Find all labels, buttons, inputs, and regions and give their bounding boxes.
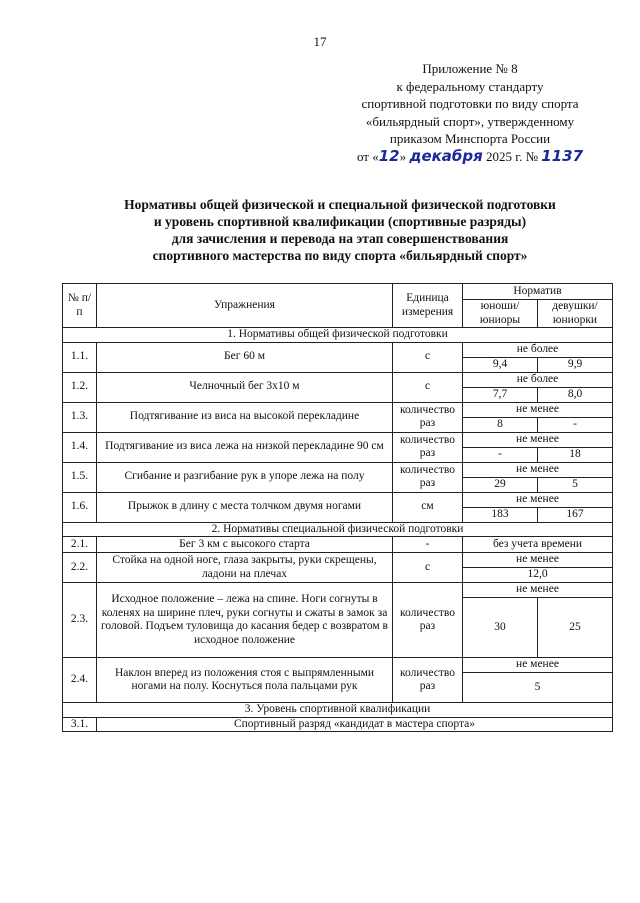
table-row [63,462,613,477]
boys-value: 9,4 [463,357,538,372]
norms-table [62,283,613,732]
table-row [63,342,613,357]
boys-value: 183 [463,507,538,522]
unit-cell: количество раз [393,462,463,492]
condition-cell: не менее [463,492,613,507]
date-day-handwritten: 12 [378,146,400,165]
unit-cell: количество раз [393,583,463,658]
title-line2: и уровень спортивной квалификации (спортивные разряды) [153,214,527,229]
girls-value: 18 [538,447,613,462]
value-cell: 5 [463,673,613,703]
row-number: 1.4. [63,432,97,462]
exercise-name: Спортивный разряд «кандидат в мастера спорта» [97,717,613,732]
exercise-name: Бег 60 м [97,342,393,372]
header-boys: юноши/ юниоры [463,300,538,328]
row-number: 1.3. [63,402,97,432]
condition-cell: не менее [463,553,613,568]
appendix-line2: к федеральному стандарту [396,78,544,94]
row-number: 2.1. [63,537,97,553]
header-norm: Норматив [463,284,613,300]
exercise-name: Наклон вперед из положения стоя с выпрямленными ногами на полу. Коснуться пола пальцами рук [97,658,393,703]
row-number: 2.4. [63,658,97,703]
table-row [63,432,613,447]
unit-cell: количество раз [393,402,463,432]
row-number: 1.2. [63,372,97,402]
unit-cell: см [393,492,463,522]
header-row [63,284,613,300]
condition-cell: не менее [463,583,613,598]
table-row [63,537,613,553]
appendix-date-line [340,148,600,166]
girls-value: 25 [538,598,613,658]
table-row [63,402,613,417]
table-row [63,372,613,387]
value-cell: без учета времени [463,537,613,553]
appendix-line5: приказом Минспорта России [389,131,551,146]
header-girls: девушки/ юниорки [538,300,613,328]
unit-cell: количество раз [393,658,463,703]
unit-cell: с [393,372,463,402]
document-title [60,196,620,264]
order-number-handwritten: 1137 [541,146,584,165]
boys-value: 30 [463,598,538,658]
condition-cell: не менее [463,402,613,417]
girls-value: 8,0 [538,387,613,402]
table-row [63,492,613,507]
title-line1: Нормативы общей физической и специальной физической подготовки [124,197,556,212]
exercise-name: Исходное положение – лежа на спине. Ноги согнуты в коленях на ширине плеч, руки согнуты и сжаты в замок за головой. Подъем туловища до касания бедер с возвратом в исходное положение [97,583,393,658]
page-number: 17 [313,34,327,49]
header-unit: Единица измерения [393,284,463,328]
girls-value: - [538,417,613,432]
condition-cell: не менее [463,432,613,447]
section-title: 3. Уровень спортивной квалификации [63,703,613,718]
exercise-name: Бег 3 км с высокого старта [97,537,393,553]
header-num: № п/п [63,284,97,328]
table-row [63,658,613,673]
unit-cell: с [393,553,463,583]
value-cell: 12,0 [463,568,613,583]
row-number: 2.2. [63,553,97,583]
row-number: 1.1. [63,342,97,372]
boys-value: 7,7 [463,387,538,402]
boys-value: 29 [463,477,538,492]
section-row [63,328,613,343]
section-row [63,703,613,718]
exercise-name: Сгибание и разгибание рук в упоре лежа на полу [97,462,393,492]
unit-cell: количество раз [393,432,463,462]
date-month-handwritten: декабря [409,146,483,165]
unit-cell: с [393,342,463,372]
exercise-name: Челночный бег 3х10 м [97,372,393,402]
exercise-name: Подтягивание из виса лежа на низкой перекладине 90 см [97,432,393,462]
condition-cell: не менее [463,462,613,477]
row-number: 1.6. [63,492,97,522]
appendix-line1: Приложение № 8 [422,61,518,76]
section-row [63,522,613,537]
exercise-name: Стойка на одной ноге, глаза закрыты, руки скрещены, ладони на плечах [97,553,393,583]
girls-value: 9,9 [538,357,613,372]
girls-value: 167 [538,507,613,522]
appendix-header [340,60,600,165]
date-year: 2025 г. № [486,148,539,164]
boys-value: - [463,447,538,462]
appendix-line4: «бильярдный спорт», утвержденному [365,113,575,129]
title-line4: спортивного мастерства по виду спорта «бильярдный спорт» [152,248,528,263]
row-number: 1.5. [63,462,97,492]
condition-cell: не более [463,342,613,357]
condition-cell: не более [463,372,613,387]
exercise-name: Прыжок в длину с места толчком двумя ногами [97,492,393,522]
exercise-name: Подтягивание из виса на высокой перекладине [97,402,393,432]
section-title: 2. Нормативы специальной физической подготовки [63,522,613,537]
appendix-line3: спортивной подготовки по виду спорта [361,96,579,111]
date-prefix: от « [356,148,379,164]
girls-value: 5 [538,477,613,492]
condition-cell: не менее [463,658,613,673]
unit-cell: - [393,537,463,553]
row-number: 2.3. [63,583,97,658]
date-mid: » [399,148,407,164]
title-line3: для зачисления и перевода на этап совершенствования [171,231,509,246]
table-row [63,553,613,568]
table-row [63,717,613,732]
table-row [63,583,613,598]
header-exercise: Упражнения [97,284,393,328]
row-number: 3.1. [63,717,97,732]
boys-value: 8 [463,417,538,432]
section-title: 1. Нормативы общей физической подготовки [63,328,613,343]
